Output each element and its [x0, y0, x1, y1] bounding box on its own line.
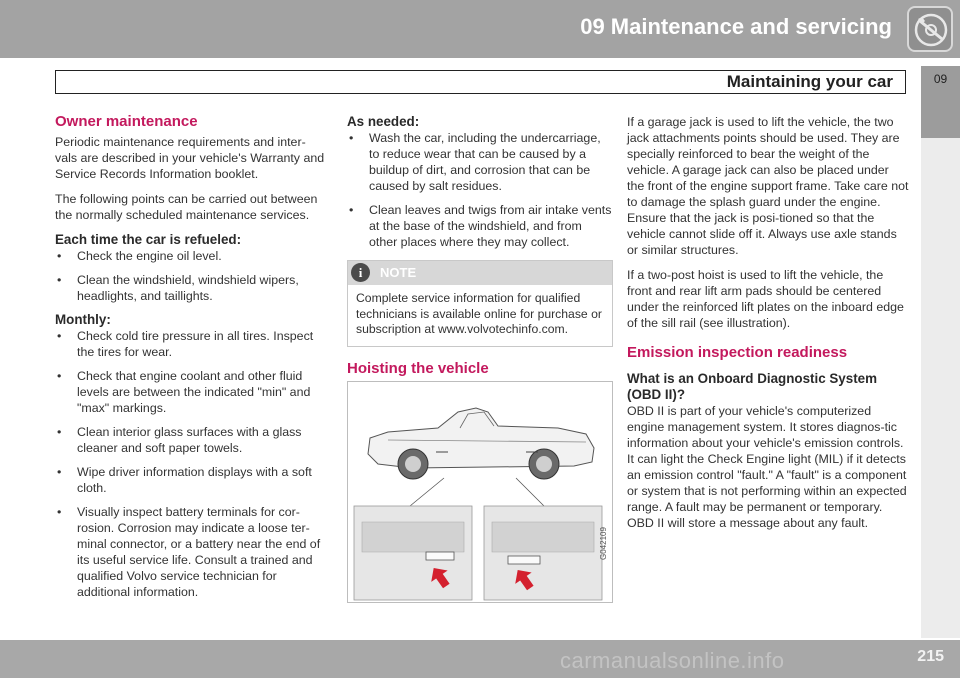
column-owner-maintenance	[55, 114, 325, 608]
list-item: • Wipe driver information displays with a soft cloth.	[57, 465, 312, 495]
note-box	[347, 260, 613, 347]
bullet-icon: •	[349, 131, 354, 145]
note-label: NOTE	[380, 265, 417, 280]
chapter-side-tab[interactable]	[921, 66, 960, 138]
bullet-icon: •	[57, 329, 62, 343]
list-item: • Check cold tire pressure in all tires. Inspect the tires for wear.	[57, 329, 314, 359]
owner-maintenance-heading: Owner maintenance	[55, 113, 198, 130]
list-item: • Clean interior glass surfaces with a glass cleaner and soft paper towels.	[57, 425, 302, 455]
jack-paragraph: If a garage jack is used to lift the vehicle, the two jack attachments points should be used. They are specially reinforced to bear the weight of the vehicle. A garage jack can also be placed under the front of the engine support frame. Take care not to damage the splash guard under the engine. Ensure that the jack is posi-tioned so that the vehicle cannot slide off it. Always use axle stands or similar structures.	[627, 115, 909, 257]
obd-heading: What is an Onboard Diagnostic System (OBD II)?	[627, 371, 878, 402]
info-icon: i	[351, 263, 370, 282]
section-header	[55, 70, 906, 94]
hoist-paragraph: If a two-post hoist is used to lift the vehicle, the front and rear lift arm pads should be centered under the reinforced lift plates on the inboard edge of the sill rail (see illustration).	[627, 268, 904, 330]
monthly-heading: Monthly:	[55, 312, 111, 327]
side-margin	[921, 138, 960, 638]
note-header	[348, 261, 612, 285]
refuel-list	[55, 248, 325, 304]
list-item: • Clean the windshield, windshield wipers, headlights, and taillights.	[57, 273, 299, 303]
bullet-icon: •	[57, 249, 62, 263]
intro-paragraph-2: The following points can be carried out between the normally scheduled maintenance services.	[55, 192, 318, 222]
bullet-icon: •	[57, 273, 62, 287]
section-title: Maintaining your car	[726, 72, 893, 91]
list-item: • Clean leaves and twigs from air intake vents at the base of the windshield, and from other places where they may collect.	[349, 203, 612, 249]
chapter-title: 09 Maintenance and servicing	[580, 14, 892, 39]
wrench-gear-icon	[907, 6, 953, 52]
as-needed-heading: As needed:	[347, 114, 420, 129]
bullet-icon: •	[57, 425, 62, 439]
note-text: Complete service information for qualified technicians is available online for purchase or subscription at www.volvotechinfo.com.	[356, 291, 602, 336]
list-item: • Check the engine oil level.	[57, 249, 222, 263]
illustration-code: G042109	[599, 526, 608, 560]
bullet-icon: •	[349, 203, 354, 217]
obd-paragraph: OBD II is part of your vehicle's computerized engine management system. It stores diagnos-tic information about your vehicle's emission controls. It can light the Check Engine light (MIL) if it detects an emission control "fault." A "fault" is a component or system that is not performing within an expected range. A fault may be permanent or temporary. OBD II will store a message about any fault.	[627, 404, 907, 530]
car-lift-points-illustration	[348, 382, 612, 602]
list-item: • Visually inspect battery terminals for cor-rosion. Corrosion may indicate a loose ter-minal connector, or a battery near the end of its useful service life. Consult a trained and qualified Volvo service technician for additional information.	[57, 505, 321, 599]
list-item: • Check that engine coolant and other fluid levels are between the indicated "min" and "max" markings.	[57, 369, 311, 415]
side-tab-label: 09	[933, 72, 948, 86]
monthly-list	[55, 328, 325, 600]
bullet-icon: •	[57, 369, 62, 383]
column-jack-emission	[627, 114, 909, 540]
bullet-icon: •	[57, 465, 62, 479]
hoisting-heading: Hoisting the vehicle	[347, 359, 489, 377]
as-needed-list	[347, 130, 613, 250]
intro-paragraph: Periodic maintenance requirements and inter-vals are described in your vehicle's Warranty and Service Records Information booklet.	[55, 135, 325, 181]
list-item: • Wash the car, including the undercarriage, to reduce wear that can be caused by a buildup of dirt, and corrosion that can be caused by salt residues.	[349, 131, 601, 193]
hoisting-illustration	[347, 381, 613, 603]
bullet-icon: •	[57, 505, 62, 519]
footer-band	[0, 640, 960, 678]
refuel-heading: Each time the car is refueled:	[55, 232, 242, 247]
emission-heading: Emission inspection readiness	[627, 344, 848, 361]
header-band	[0, 0, 960, 58]
page-number: 215	[917, 648, 944, 665]
watermark: carmanualsonline.info	[560, 648, 785, 673]
column-as-needed	[347, 114, 613, 603]
